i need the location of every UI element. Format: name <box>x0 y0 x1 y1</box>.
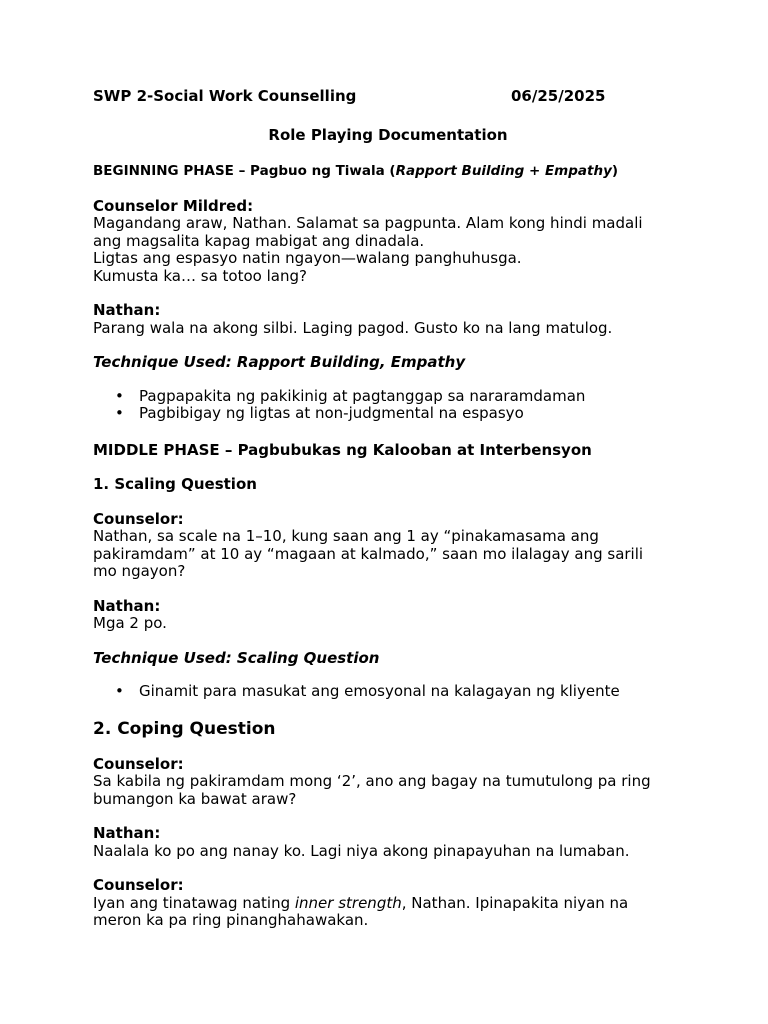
document-date: 06/25/2025 <box>511 87 606 105</box>
speaker-label: Nathan: <box>93 824 161 842</box>
bullet-icon: • <box>115 386 124 405</box>
technique-used: Technique Used: Scaling Question <box>93 648 380 667</box>
course-title: SWP 2-Social Work Counselling <box>93 87 357 105</box>
dialogue-line: Ligtas ang espasyo natin ngayon—walang panghuhusga. <box>93 249 522 267</box>
speaker-label: Counselor: <box>93 876 184 894</box>
dialogue-line: Naalala ko po ang nanay ko. Lagi niya akong pinapayuhan na lumaban. <box>93 841 630 860</box>
dialogue-line: Iyan ang tinatawag nating inner strength, Nathan. Ipinapakita niyan na <box>93 893 629 912</box>
dialogue-line: Mga 2 po. <box>93 614 167 632</box>
counselor-mildred-turn <box>93 198 683 286</box>
document-page <box>93 88 683 930</box>
document-title: Role Playing Documentation <box>268 125 508 144</box>
list-item: • Pagpapakita ng pakikinig at pagtanggap sa nararamdaman <box>115 386 586 405</box>
list-item: • Ginamit para masukat ang emosyonal na kalagayan ng kliyente <box>115 682 620 700</box>
middle-phase-heading: MIDDLE PHASE – Pagbubukas ng Kalooban at Interbensyon <box>93 440 592 459</box>
dialogue-line: bumangon ka bawat araw? <box>93 789 297 808</box>
counselor-turn <box>93 756 683 809</box>
bullet-icon: • <box>115 404 124 422</box>
dialogue-line: meron ka pa ring pinanghahawakan. <box>93 911 369 929</box>
dialogue-line: Sa kabila ng pakiramdam mong ‘2’, ano ang bagay na tumutulong pa ring <box>93 772 651 790</box>
dialogue-line: pakiramdam” at 10 ay “magaan at kalmado,” saan mo ilalagay ang sarili <box>93 544 644 563</box>
counselor-turn <box>93 511 683 581</box>
list-item: • Pagbibigay ng ligtas at non-judgmental na espasyo <box>115 404 524 422</box>
dialogue-line: Parang wala na akong silbi. Laging pagod. Gusto ko na lang matulog. <box>93 318 613 337</box>
speaker-label: Nathan: <box>93 596 161 615</box>
speaker-label: Nathan: <box>93 301 161 319</box>
nathan-turn <box>93 598 683 633</box>
dialogue-line: Nathan, sa scale na 1–10, kung saan ang 1 ay “pinakamasama ang <box>93 527 599 545</box>
coping-question-heading: 2. Coping Question <box>93 718 276 739</box>
dialogue-line: Magandang araw, Nathan. Salamat sa pagpunta. Alam kong hindi madali <box>93 214 643 232</box>
nathan-turn <box>93 302 683 337</box>
dialogue-line: Kumusta ka… sa totoo lang? <box>93 266 307 285</box>
technique-bullet-list <box>93 683 683 701</box>
technique-bullet-list <box>93 388 683 423</box>
speaker-label: Counselor Mildred: <box>93 196 254 215</box>
bullet-icon: • <box>115 682 124 700</box>
nathan-turn <box>93 825 683 860</box>
technique-used: Technique Used: Rapport Building, Empathy <box>93 353 466 371</box>
counselor-turn <box>93 877 683 930</box>
document-header <box>93 88 683 106</box>
beginning-phase-heading: BEGINNING PHASE – Pagbuo ng Tiwala (Rapport Building + Empathy) <box>93 163 619 179</box>
speaker-label: Counselor: <box>93 754 184 773</box>
dialogue-line: mo ngayon? <box>93 562 186 580</box>
scaling-question-heading: 1. Scaling Question <box>93 475 257 493</box>
speaker-label: Counselor: <box>93 509 184 528</box>
dialogue-line: ang magsalita kapag mabigat ang dinadala. <box>93 231 425 250</box>
